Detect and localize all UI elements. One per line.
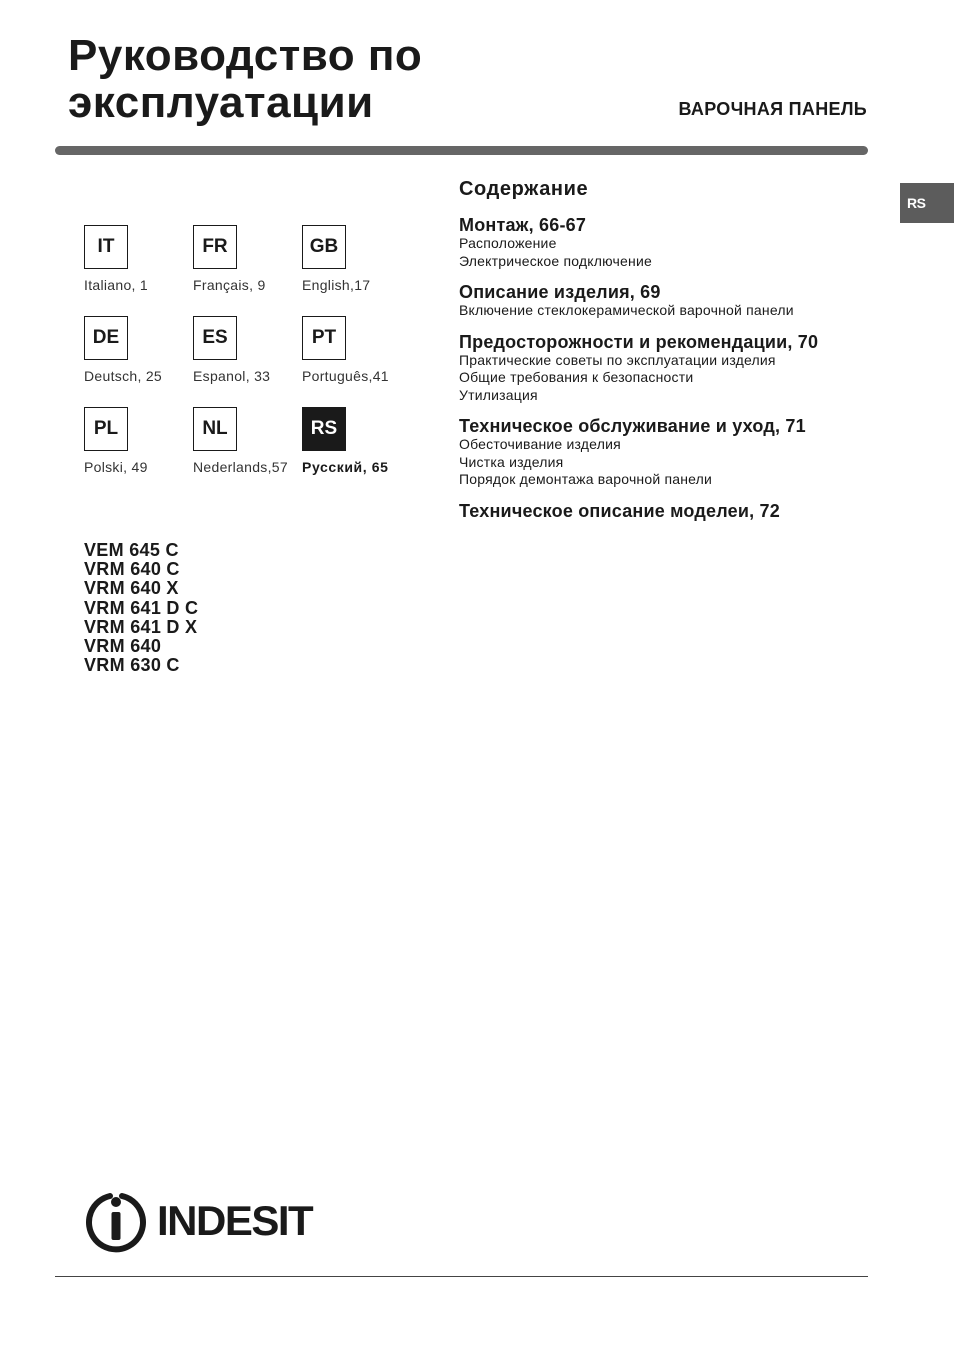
language-code-box: GB <box>302 225 346 269</box>
language-label: Français, 9 <box>193 277 266 293</box>
language-side-tab: RS <box>900 183 954 223</box>
toc-item[interactable]: Порядок демонтажа варочной панели <box>459 471 713 487</box>
brand-logo <box>84 1188 312 1254</box>
product-subtitle: ВАРОЧНАЯ ПАНЕЛЬ <box>678 99 867 119</box>
model-number: VRM 640 X <box>84 578 179 599</box>
language-item-rs[interactable] <box>302 407 422 475</box>
table-of-contents <box>459 178 879 533</box>
toc-section-precautions <box>459 332 879 405</box>
toc-section-title[interactable]: Предосторожности и рекомендации, 70 <box>459 331 819 352</box>
model-list <box>84 541 198 675</box>
page-title-line-2: эксплуатации <box>68 78 374 127</box>
toc-item[interactable]: Практические советы по эксплуатации изделия <box>459 351 776 368</box>
language-code-box: IT <box>84 225 128 269</box>
language-item-fr[interactable] <box>193 225 313 293</box>
language-label: Português,41 <box>302 368 389 384</box>
language-code-box: PL <box>84 407 128 451</box>
toc-item[interactable]: Обесточивание изделия <box>459 436 621 452</box>
toc-item[interactable]: Чистка изделия <box>459 453 564 470</box>
language-code-box-active: RS <box>302 407 346 451</box>
toc-section-title[interactable]: Техническое описание моделеи, 72 <box>459 500 780 521</box>
footer-divider <box>55 1276 868 1277</box>
model-number: VRM 630 C <box>84 655 180 676</box>
language-code-box: PT <box>302 316 346 360</box>
toc-section-title[interactable]: Монтаж, 66-67 <box>459 215 587 235</box>
toc-item[interactable]: Включение стеклокерамической варочной панели <box>459 302 794 318</box>
toc-section-title[interactable]: Описание изделия, 69 <box>459 282 661 302</box>
language-label: Italiano, 1 <box>84 277 149 293</box>
language-label-active: Русский, 65 <box>302 459 389 475</box>
language-label: English,17 <box>302 277 371 293</box>
language-item-gb[interactable] <box>302 225 422 293</box>
indesit-logo-icon <box>84 1189 148 1253</box>
language-label: Espanol, 33 <box>193 368 271 384</box>
toc-item[interactable]: Утилизация <box>459 386 538 403</box>
model-number: VRM 641 D X <box>84 616 198 637</box>
model-number: VRM 640 C <box>84 559 180 580</box>
language-code-box: NL <box>193 407 237 451</box>
model-number: VEM 645 C <box>84 540 179 560</box>
toc-item[interactable]: Расположение <box>459 235 557 251</box>
model-number: VRM 641 D C <box>84 597 199 618</box>
toc-item[interactable]: Общие требования к безопасности <box>459 369 694 385</box>
contents-heading: Содержание <box>459 178 589 200</box>
language-label: Deutsch, 25 <box>84 368 163 384</box>
language-code-box: ES <box>193 316 237 360</box>
language-label: Nederlands,57 <box>193 459 288 475</box>
language-code-box: DE <box>84 316 128 360</box>
toc-section-installation <box>459 215 879 270</box>
language-code-box: FR <box>193 225 237 269</box>
language-item-de[interactable] <box>84 316 204 384</box>
model-number: VRM 640 <box>84 636 162 657</box>
language-item-pl[interactable] <box>84 407 204 475</box>
toc-section-description <box>459 282 879 320</box>
page-title <box>68 32 422 126</box>
toc-section-title[interactable]: Техническое обслуживание и уход, 71 <box>459 416 806 436</box>
language-item-es[interactable] <box>193 316 313 384</box>
header-divider <box>55 146 868 155</box>
toc-item[interactable]: Электрическое подключение <box>459 252 652 269</box>
toc-section-specifications <box>459 501 879 521</box>
language-item-it[interactable] <box>84 225 204 293</box>
brand-wordmark: INDESIT <box>157 1197 313 1244</box>
language-item-nl[interactable] <box>193 407 313 475</box>
language-item-pt[interactable] <box>302 316 422 384</box>
toc-section-maintenance <box>459 416 879 489</box>
page-title-line-1: Руководство по <box>68 31 423 80</box>
language-label: Polski, 49 <box>84 459 148 475</box>
